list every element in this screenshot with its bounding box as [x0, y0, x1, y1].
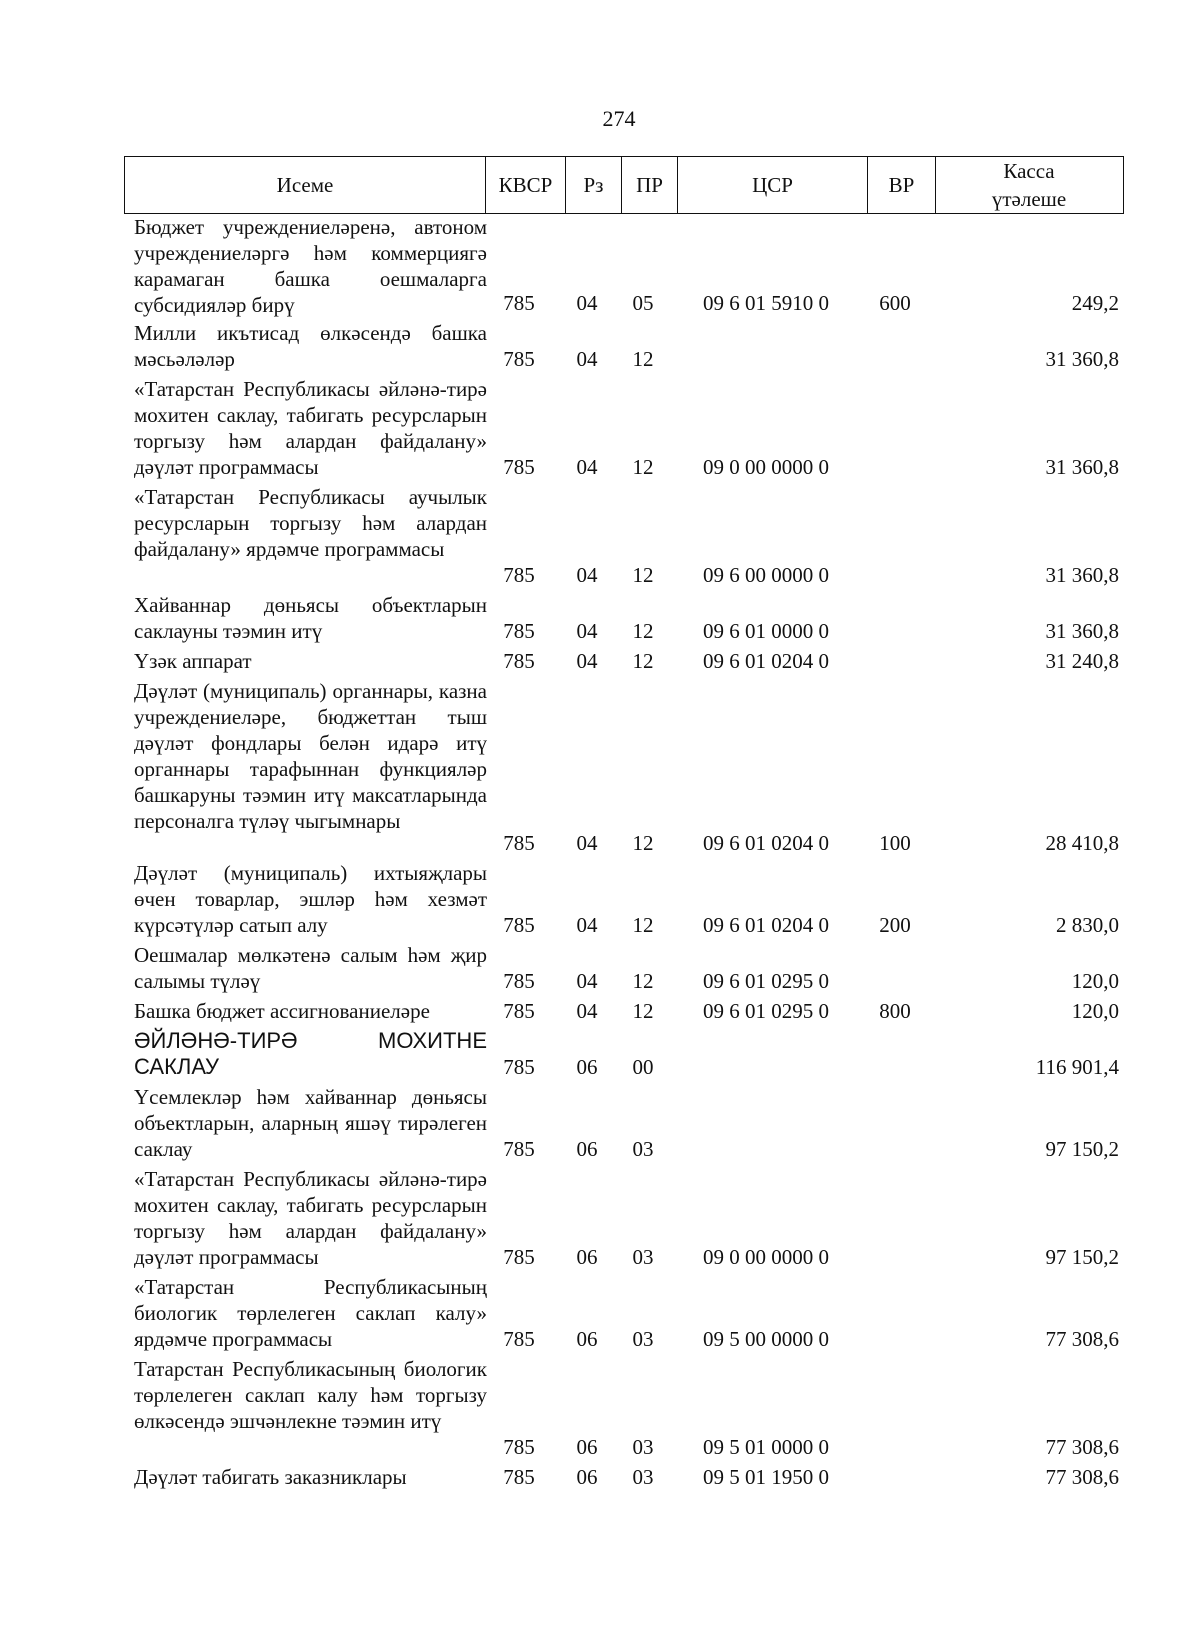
row-kassa: 97 150,2: [1045, 1245, 1119, 1269]
row-rz: 04: [576, 347, 598, 371]
table-row: [134, 1166, 1124, 1274]
row-pr: 03: [632, 1435, 654, 1459]
table-row: [134, 648, 1124, 678]
row-pr: 12: [632, 999, 654, 1023]
row-rz: 04: [576, 563, 598, 587]
row-kvsr: 785: [503, 969, 535, 993]
row-vr: 100: [879, 831, 911, 855]
header-pr: ПР: [621, 157, 677, 213]
section-row: [134, 1028, 1124, 1084]
row-kvsr: 785: [503, 1137, 535, 1161]
row-csr: 09 6 01 0295 0: [703, 999, 829, 1023]
row-name: Дәүләт (муниципаль) ихтыяҗлары өчен товарлар, эшләр һәм хезмәт күрсәтүләр сатып алу: [134, 861, 487, 937]
row-kvsr: 785: [503, 347, 535, 371]
row-name: Милли икътисад өлкәсендә башка мәсьәләләр: [134, 321, 487, 371]
row-kassa: 120,0: [1071, 999, 1119, 1023]
row-name: Башка бюджет ассигнованиеләре: [134, 999, 430, 1023]
row-pr: 03: [632, 1137, 654, 1161]
row-kassa: 31 360,8: [1045, 563, 1119, 587]
row-pr: 03: [632, 1465, 654, 1489]
table-row: [134, 1274, 1124, 1356]
row-rz: 04: [576, 619, 598, 643]
row-rz: 06: [576, 1465, 598, 1489]
row-kassa: 2 830,0: [1056, 913, 1119, 937]
row-rz: 04: [576, 455, 598, 479]
row-kvsr: 785: [503, 619, 535, 643]
row-rz: 04: [576, 999, 598, 1023]
row-kassa: 77 308,6: [1045, 1327, 1119, 1351]
row-csr: 09 6 01 0204 0: [703, 649, 829, 673]
row-pr: 03: [632, 1245, 654, 1269]
row-name: Дәүләт табигать заказниклары: [134, 1465, 407, 1489]
table-header: [124, 156, 1124, 214]
row-pr: 00: [632, 1055, 654, 1079]
row-pr: 12: [632, 619, 654, 643]
table-row: [134, 1356, 1124, 1464]
row-kassa: 31 360,8: [1045, 619, 1119, 643]
row-rz: 04: [576, 291, 598, 315]
row-name: Оешмалар мөлкәтенә салым һәм җир салымы түләү: [134, 943, 487, 993]
row-name: Дәүләт (муниципаль) органнары, казна учреждениеләре, бюджеттан тыш дәүләт фондлары белән идарә итү органнары тарафыннан функцияләр башкаруны тәэмин итү максатларында персоналга түләү чыгымнары: [134, 679, 487, 833]
header-kassa: Касса үтәлеше: [935, 157, 1122, 213]
row-kassa: 77 308,6: [1045, 1435, 1119, 1459]
page-number: 274: [602, 106, 636, 131]
row-kassa: 120,0: [1071, 969, 1119, 993]
row-csr: 09 6 01 5910 0: [703, 291, 829, 315]
row-kassa: 97 150,2: [1045, 1137, 1119, 1161]
row-kvsr: 785: [503, 1327, 535, 1351]
row-kvsr: 785: [503, 1055, 535, 1079]
row-vr: 800: [879, 999, 911, 1023]
row-kvsr: 785: [503, 831, 535, 855]
row-rz: 04: [576, 831, 598, 855]
table-row: [134, 376, 1124, 484]
row-pr: 05: [632, 291, 654, 315]
row-pr: 12: [632, 831, 654, 855]
section-title: ӘЙЛӘНӘ-ТИРӘ МОХИТНЕ САКЛАУ: [134, 1028, 487, 1079]
row-vr: 600: [879, 291, 911, 315]
row-pr: 12: [632, 913, 654, 937]
row-name: Хайваннар дөньясы объектларын саклауны тәэмин итү: [134, 593, 487, 643]
table-row: [134, 678, 1124, 860]
table-row: [134, 1084, 1124, 1166]
row-kvsr: 785: [503, 649, 535, 673]
header-vr: ВР: [867, 157, 935, 213]
row-csr: 09 6 00 0000 0: [703, 563, 829, 587]
row-name: Үсемлекләр һәм хайваннар дөньясы объектларын, аларның яшәү тирәлеген саклау: [134, 1085, 487, 1161]
row-pr: 12: [632, 649, 654, 673]
table-row: [134, 214, 1124, 320]
header-name: Исеме: [276, 173, 334, 197]
row-csr: 09 6 01 0204 0: [703, 831, 829, 855]
row-pr: 12: [632, 969, 654, 993]
row-kvsr: 785: [503, 999, 535, 1023]
row-name: «Татарстан Республикасы әйләнә-тирә мохитен саклау, табигать ресурсларын торгызу һәм алардан файдалану» дәүләт программасы: [134, 1167, 487, 1269]
table-row: [134, 860, 1124, 942]
row-kassa: 31 240,8: [1045, 649, 1119, 673]
table-row: [134, 484, 1124, 592]
row-rz: 06: [576, 1245, 598, 1269]
row-name: Бюджет учреждениеләренә, автоном учреждениеләргә һәм коммерциягә карамаган башка оешмаларга субсидияләр бирү: [134, 215, 487, 317]
table-row: [134, 998, 1124, 1028]
row-rz: 06: [576, 1327, 598, 1351]
row-vr: 200: [879, 913, 911, 937]
header-kvsr: КВСР: [485, 157, 565, 213]
header-csr: ЦСР: [677, 157, 867, 213]
table-row: [134, 1464, 1124, 1494]
row-csr: 09 6 01 0295 0: [703, 969, 829, 993]
row-rz: 04: [576, 969, 598, 993]
table-row: [134, 320, 1124, 376]
row-kassa: 249,2: [1071, 291, 1119, 315]
row-name: Татарстан Республикасының биологик төрлелеген саклап калу һәм торгызу өлкәсендә эшчәнлекне тәэмин итү: [134, 1357, 487, 1433]
row-name: «Татарстан Республикасы аучылык ресурсларын торгызу һәм алардан файдалану» ярдәмче программасы: [134, 485, 487, 561]
row-pr: 03: [632, 1327, 654, 1351]
row-kassa: 77 308,6: [1045, 1465, 1119, 1489]
row-csr: 09 6 01 0000 0: [703, 619, 829, 643]
table-row: [134, 592, 1124, 648]
row-kvsr: 785: [503, 1435, 535, 1459]
row-csr: 09 5 01 0000 0: [703, 1435, 829, 1459]
row-pr: 12: [632, 347, 654, 371]
row-kvsr: 785: [503, 291, 535, 315]
row-csr: 09 0 00 0000 0: [703, 455, 829, 479]
row-kassa: 116 901,4: [1035, 1055, 1119, 1079]
row-pr: 12: [632, 563, 654, 587]
row-kvsr: 785: [503, 563, 535, 587]
row-pr: 12: [632, 455, 654, 479]
row-csr: 09 0 00 0000 0: [703, 1245, 829, 1269]
row-rz: 06: [576, 1137, 598, 1161]
row-kvsr: 785: [503, 1465, 535, 1489]
row-name: «Татарстан Республикасының биологик төрлелеген саклап калу» ярдәмче программасы: [134, 1275, 487, 1351]
row-name: «Татарстан Республикасы әйләнә-тирә мохитен саклау, табигать ресурсларын торгызу һәм алардан файдалану» дәүләт программасы: [134, 377, 487, 479]
header-rz: Рз: [565, 157, 621, 213]
row-csr: 09 5 01 1950 0: [703, 1465, 829, 1489]
row-kassa: 31 360,8: [1045, 455, 1119, 479]
table-body: [134, 214, 1124, 1494]
row-rz: 04: [576, 649, 598, 673]
row-csr: 09 5 00 0000 0: [703, 1327, 829, 1351]
row-name: Үзәк аппарат: [134, 649, 252, 673]
row-rz: 06: [576, 1055, 598, 1079]
table-row: [134, 942, 1124, 998]
row-csr: 09 6 01 0204 0: [703, 913, 829, 937]
row-kvsr: 785: [503, 455, 535, 479]
row-rz: 06: [576, 1435, 598, 1459]
row-kassa: 28 410,8: [1045, 831, 1119, 855]
row-kvsr: 785: [503, 1245, 535, 1269]
row-rz: 04: [576, 913, 598, 937]
row-kvsr: 785: [503, 913, 535, 937]
row-kassa: 31 360,8: [1045, 347, 1119, 371]
